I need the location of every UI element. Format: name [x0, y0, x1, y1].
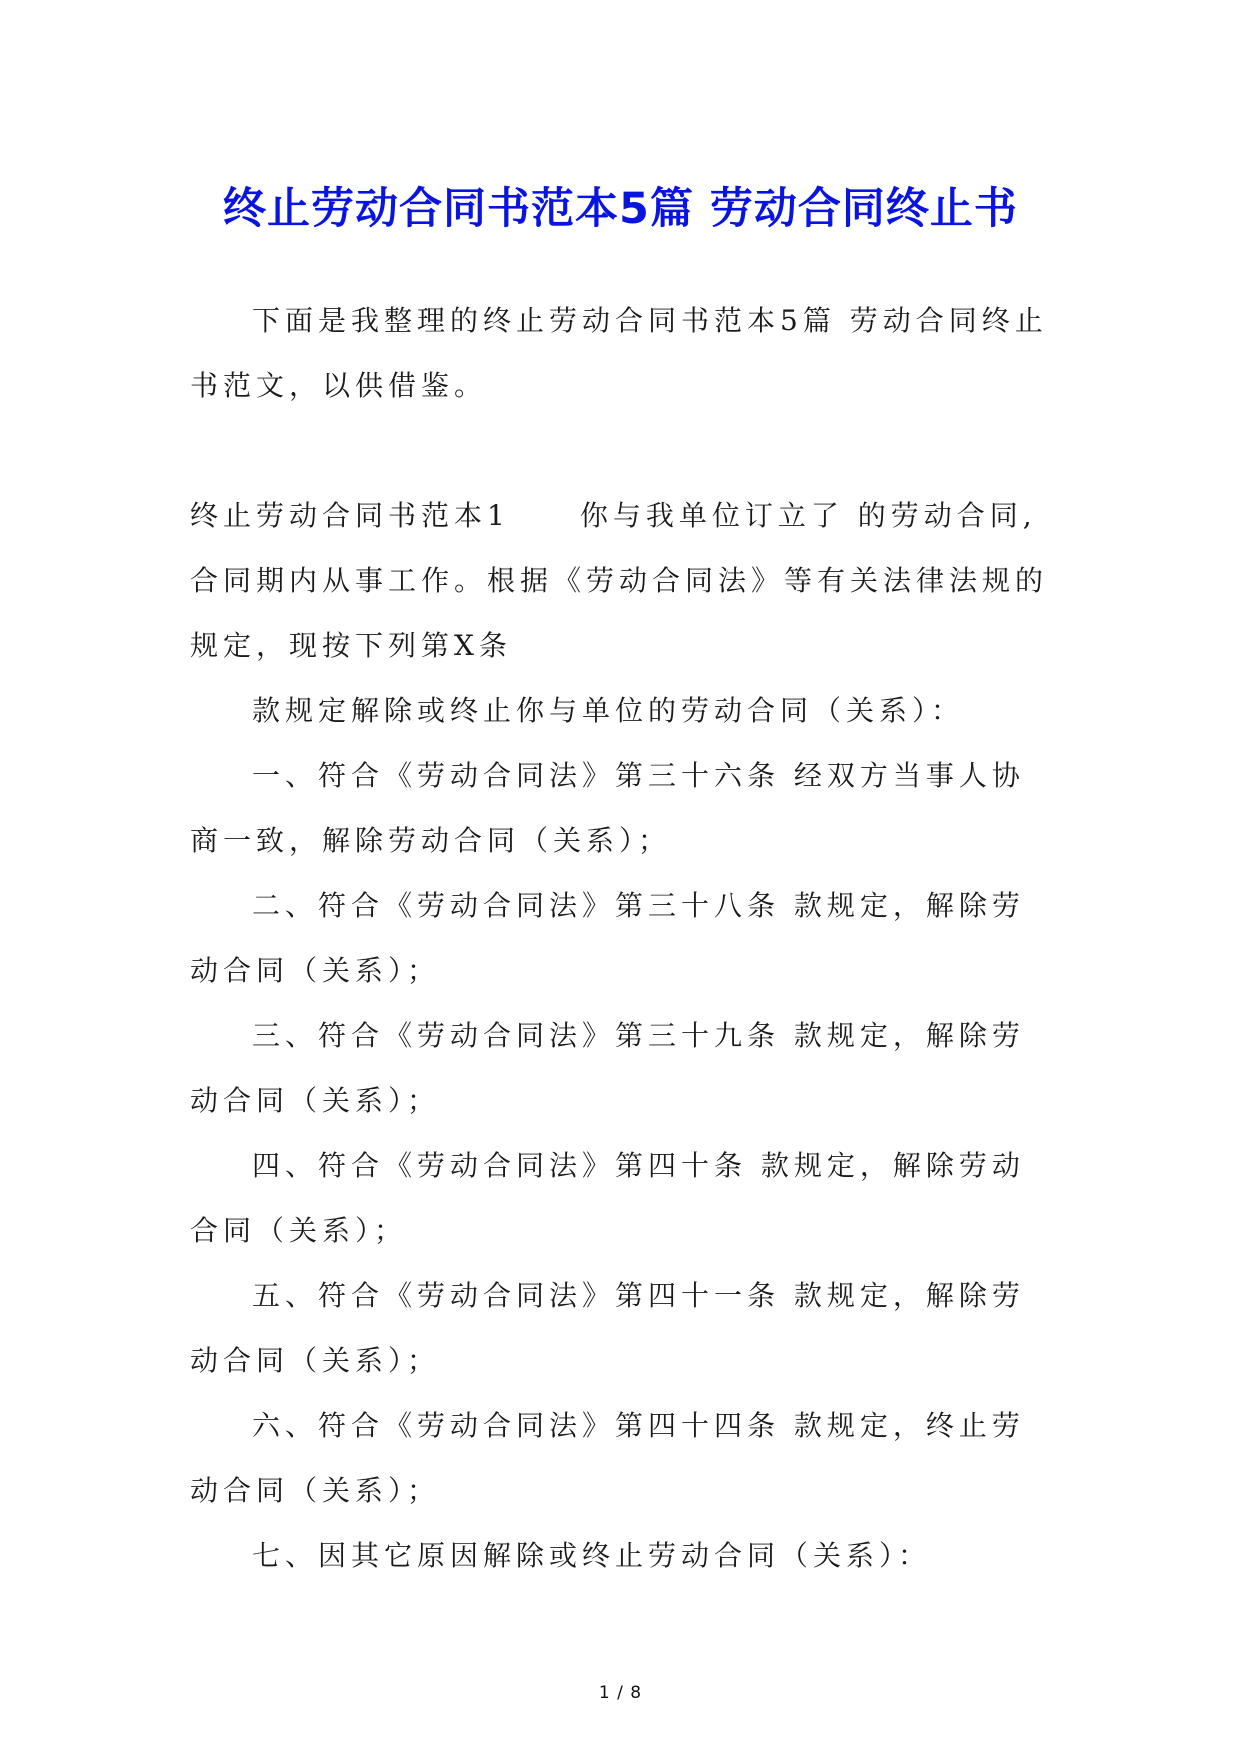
- sample1-label: 终止劳动合同书范本1: [190, 499, 510, 532]
- clause-item-7: 七、因其它原因解除或终止劳动合同（关系）：: [252, 1539, 932, 1572]
- clause-item-6: 六、符合《劳动合同法》第四十四条 款规定，终止劳动合同（关系）；: [190, 1409, 1025, 1507]
- clause-item-4: 四、符合《劳动合同法》第四十条 款规定，解除劳动合同（关系）；: [190, 1149, 1025, 1247]
- sample1-paragraph: [190, 483, 1052, 678]
- document-title: 终止劳动合同书范本5篇 劳动合同终止书: [223, 183, 1018, 234]
- clause-item-1: 一、符合《劳动合同法》第三十六条 经双方当事人协商一致，解除劳动合同（关系）；: [190, 759, 1025, 857]
- page-number: 1 / 8: [598, 1683, 643, 1703]
- document-body: [190, 288, 1052, 1588]
- clause-item-2: 二、符合《劳动合同法》第三十八条 款规定，解除劳动合同（关系）；: [190, 889, 1025, 987]
- intro-paragraph: 下面是我整理的终止劳动合同书范本5篇 劳动合同终止书范文，以供借鉴。: [190, 304, 1048, 402]
- sample1-body: 你与我单位订立了 的劳动合同,合同期内从事工作。根据《劳动合同法》等有关法律法规的规定，现按下列第X条: [190, 499, 1049, 662]
- clause-item-5: 五、符合《劳动合同法》第四十一条 款规定，解除劳动合同（关系）；: [190, 1279, 1025, 1377]
- clause-intro: 款规定解除或终止你与单位的劳动合同（关系）：: [252, 694, 965, 727]
- clause-item-3: 三、符合《劳动合同法》第三十九条 款规定，解除劳动合同（关系）；: [190, 1019, 1025, 1117]
